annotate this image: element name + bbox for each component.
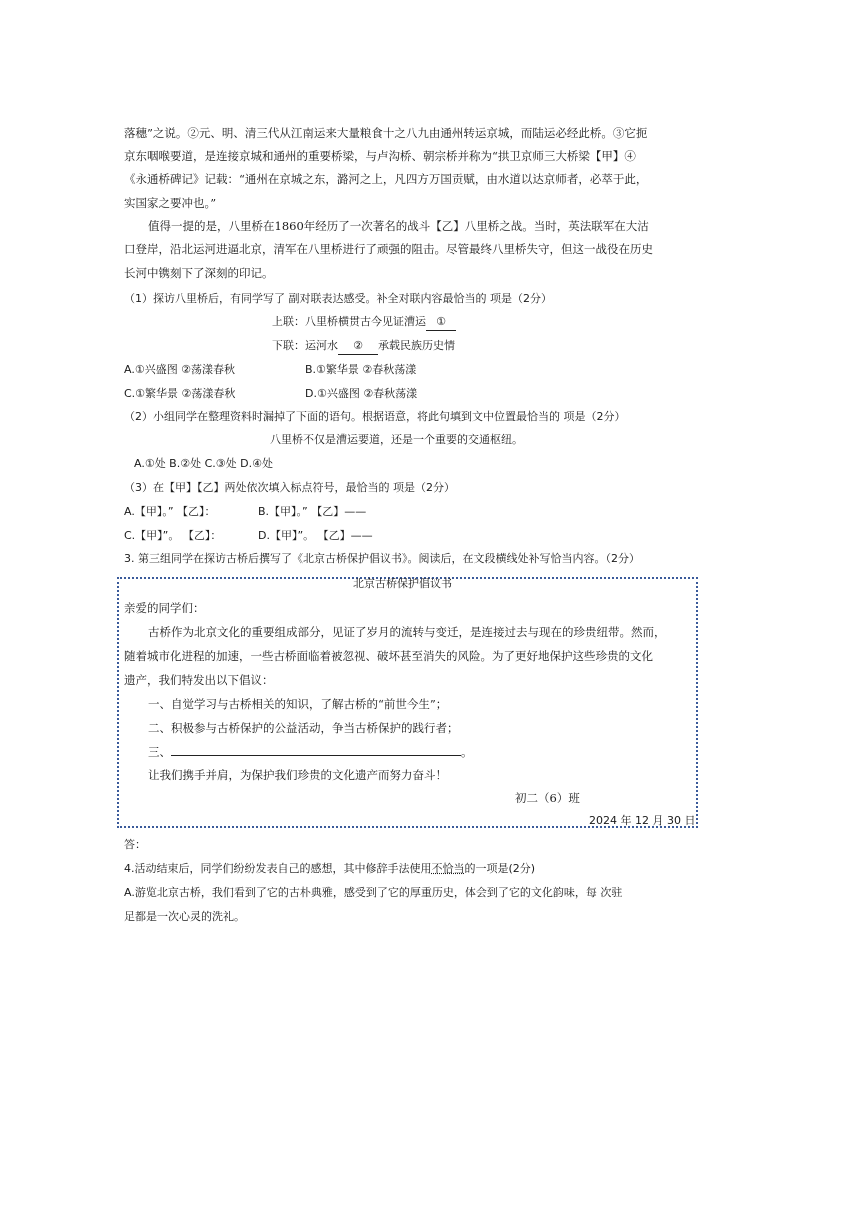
question-1-stem: （1）探访八里桥后，有同学写了 副对联表达感受。补全对联内容最恰当的 项是（2分） [124,292,552,305]
q1-option-a: A.①兴盛图 ②荡漾春秋 [124,363,236,376]
letter-item-3-prefix: 三、 [148,745,171,759]
letter-paragraph-line: 随着城市化进程的加速，一些古桥面临着被忽视、破坏甚至消失的风险。为了更好地保护这些珍贵的文化 [124,649,653,663]
q3-option-a: A.【甲】。” 【乙】： [124,505,216,518]
passage-line: 落穗”之说。②元、明、清三代从江南运来大量粮食十之八九由通州转运京城，而陆运必经此桥。③它扼 [124,126,648,140]
question-3-sub-stem: （3）在【甲】【乙】两处依次填入标点符号，最恰当的 项是（2分） [124,481,455,494]
couplet-lower-prefix: 下联：运河水 [272,339,338,352]
passage-line: 实国家之要冲也。” [124,196,217,210]
passage-line: 《永通桥碑记》记载：“通州在京城之东，潞河之上，凡四方万国贡赋，由水道以达京师者，必萃于此， [124,172,648,186]
letter-item-3-suffix: 。 [461,745,473,759]
couplet-upper [272,314,456,331]
q1-option-c: C.①繁华景 ②荡漾春秋 [124,387,236,400]
question-4-stem-a: 4.活动结束后，同学们纷纷发表自己的感想，其中修辞手法使用 [124,862,432,875]
passage-line: 口登岸，沿北运河进逼北京，清军在八里桥进行了顽强的阻击。尽管最终八里桥失守，但这一战役在历史 [124,242,653,256]
q2-options: A.①处 B.②处 C.③处 D.④处 [134,457,273,470]
letter-paragraph-line: 遗产，我们特发出以下倡议： [124,673,274,687]
letter-signer: 初二（6）班 [515,791,580,805]
letter-paragraph-line: 古桥作为北京文化的重要组成部分，见证了岁月的流转与变迁，是连接过去与现在的珍贵纽带。然而， [148,625,666,639]
couplet-upper-blank: ① [426,314,456,331]
letter-greeting: 亲爱的同学们： [124,601,205,615]
missing-sentence: 八里桥不仅是漕运要道，还是一个重要的交通枢纽。 [270,433,523,446]
couplet-upper-text: 上联：八里桥横贯古今见证漕运 [272,315,426,328]
question-4-emphasis: 不恰当 [431,862,465,875]
couplet-lower-blank: ② [338,338,378,355]
letter-item-3 [148,743,473,760]
passage-line: 京东咽喉要道，是连接京城和通州的重要桥梁，与卢沟桥、朝宗桥并称为“拱卫京师三大桥梁【甲】④ [124,149,636,163]
letter-closing: 让我们携手并肩，为保护我们珍贵的文化遗产而努力奋斗！ [148,768,447,782]
letter-title: 北京古桥保护倡议书 [353,577,452,590]
q4-option-a-line: A.游览北京古桥，我们看到了它的古朴典雅，感受到了它的厚重历史，体会到了它的文化韵味，每 次驻 [124,886,623,899]
question-3-stem: 3. 第三组同学在探访古桥后撰写了《北京古桥保护倡议书》。阅读后，在文段横线处补写恰当内容。（2分） [124,552,640,565]
letter-item-3-blank[interactable] [171,743,461,756]
passage-line: 长河中镌刻下了深刻的印记。 [124,266,274,280]
passage-line: 值得一提的是，八里桥在1860年经历了一次著名的战斗【乙】八里桥之战。当时，英法联军在大沽 [148,219,649,233]
q4-option-a-line: 足都是一次心灵的洗礼。 [124,910,245,923]
couplet-lower-suffix: 承载民族历史情 [378,339,455,352]
letter-date: 2024 年 12 月 30 日 [589,814,696,827]
couplet-lower [272,338,455,355]
q3-option-c: C.【甲】”。 【乙】： [124,529,222,542]
question-4-stem [124,861,535,877]
q3-option-d: D.【甲】”。 【乙】—— [258,529,373,542]
q3-option-b: B.【甲】。” 【乙】—— [258,505,367,518]
question-2-stem: （2）小组同学在整理资料时漏掉了下面的语句。根据语意，将此句填到文中位置最恰当的 项是（2分） [124,410,626,423]
question-4-stem-b: 的一项是(2分) [464,862,536,875]
q1-option-d: D.①兴盛图 ②春秋荡漾 [305,387,418,400]
q1-option-b: B.①繁华景 ②春秋荡漾 [305,363,417,376]
letter-item-1: 一、自觉学习与古桥相关的知识，了解古桥的“前世今生”； [148,697,448,711]
letter-item-2: 二、积极参与古桥保护的公益活动，争当古桥保护的践行者； [148,721,459,735]
answer-label: 答： [124,838,146,851]
